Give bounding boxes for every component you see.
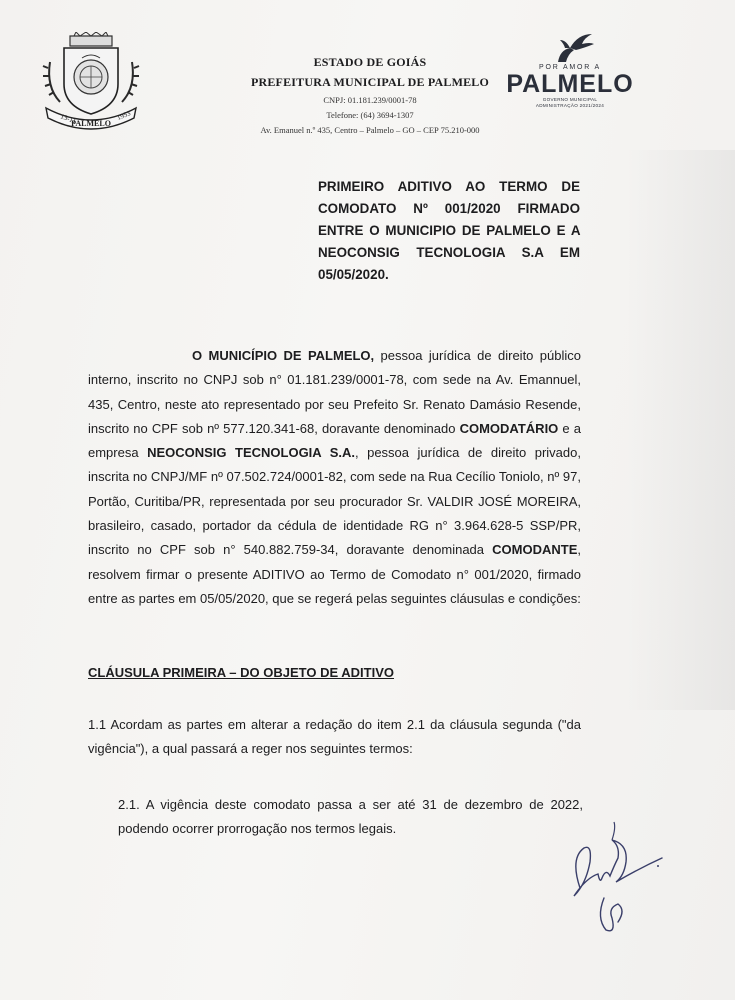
phone-line: Telefone: (64) 3694-1307 [326,110,414,120]
title-line-4: NEOCONSIG TECNOLOGIA S.A EM [318,245,580,260]
preamble-paragraph [88,344,581,611]
handwritten-signature [540,818,670,938]
title-line-2: COMODATO Nº 001/2020 FIRMADO [318,201,580,216]
preamble-part-2: pessoa jurídica de direito público interno, inscrito no CNPJ sob n° 01.181.239/0001-78, com sede na Av. Emannuel, 435, Centro, neste ato representado por seu Prefeito Sr. Renato Damásio Resende, inscrito no CPF sob nº 577.120.341-68, doravante denominado [88,348,581,436]
logo-subtitle-2: ADMINISTRAÇÃO 2021/2024 [535,103,605,108]
clause-first-heading: CLÁUSULA PRIMEIRA – DO OBJETO DE ADITIVO [88,665,395,680]
preamble-part-4: e a empresa [88,420,581,461]
role-comodante: COMODANTE [492,542,578,558]
page-shadow [625,150,735,710]
party-company: NEOCONSIG TECNOLOGIA S.A. [147,445,355,461]
logo-subtitle-1: GOVERNO MUNICIPAL [542,97,598,102]
address-line: Av. Emanuel n.º 435, Centro – Palmelo – GO – CEP 75.210-000 [260,125,480,135]
role-comodatario: COMODATÁRIO [459,420,559,436]
state-name: ESTADO DE GOIÁS [313,55,427,69]
crest-year-left: 13-11 [59,112,78,126]
clause-item-1-1: 1.1 Acordam as partes em alterar a redação do item 2.1 da cláusula segunda ("da vigência"), a qual passará a reger nos seguintes termos: [88,717,581,757]
title-line-1: PRIMEIRO ADITIVO AO TERMO DE [318,179,580,194]
palmelo-logo [500,32,640,137]
municipality-name: PREFEITURA MUNICIPAL DE PALMELO [250,75,490,89]
logo-name: PALMELO [506,70,634,98]
logo-tagline: POR AMOR A [539,64,601,71]
municipal-crest-icon [40,32,142,132]
document-title [318,176,580,286]
title-line-3: ENTRE O MUNICIPIO DE PALMELO E A [318,223,580,238]
clause-item-2-1: 2.1. A vigência deste comodato passa a ser até 31 de dezembro de 2022, podendo ocorrer prorrogação nos termos legais. [118,797,583,837]
preamble-part-6: , pessoa jurídica de direito privado, inscrita no CNPJ/MF nº 07.502.724/0001-82, com sede na Rua Cecílio Toniolo, nº 97, Portão, Curitiba/PR, representada por seu procurador Sr. VALDIR JOSÉ MOREIRA, brasileiro, casado, portador da cédula de identidade RG n° 3.964.628-5 SSP/PR, inscrito no CPF sob n° 540.882.759-34, doravante denominada [88,445,581,558]
bird-hand-icon [540,32,600,66]
crest-year-right: 1953 [115,109,132,122]
title-line-5: 05/05/2020. [318,267,389,282]
party-municipality: O MUNICÍPIO DE PALMELO, [192,348,375,363]
preamble-part-8: , resolvem firmar o presente ADITIVO ao Termo de Comodato n° 001/2020, firmado entre as partes em 05/05/2020, que se regerá pelas seguintes cláusulas e condições: [88,542,581,606]
crest-banner-text: PALMELO [71,119,111,128]
cnpj-line: CNPJ: 01.181.239/0001-78 [323,95,417,105]
